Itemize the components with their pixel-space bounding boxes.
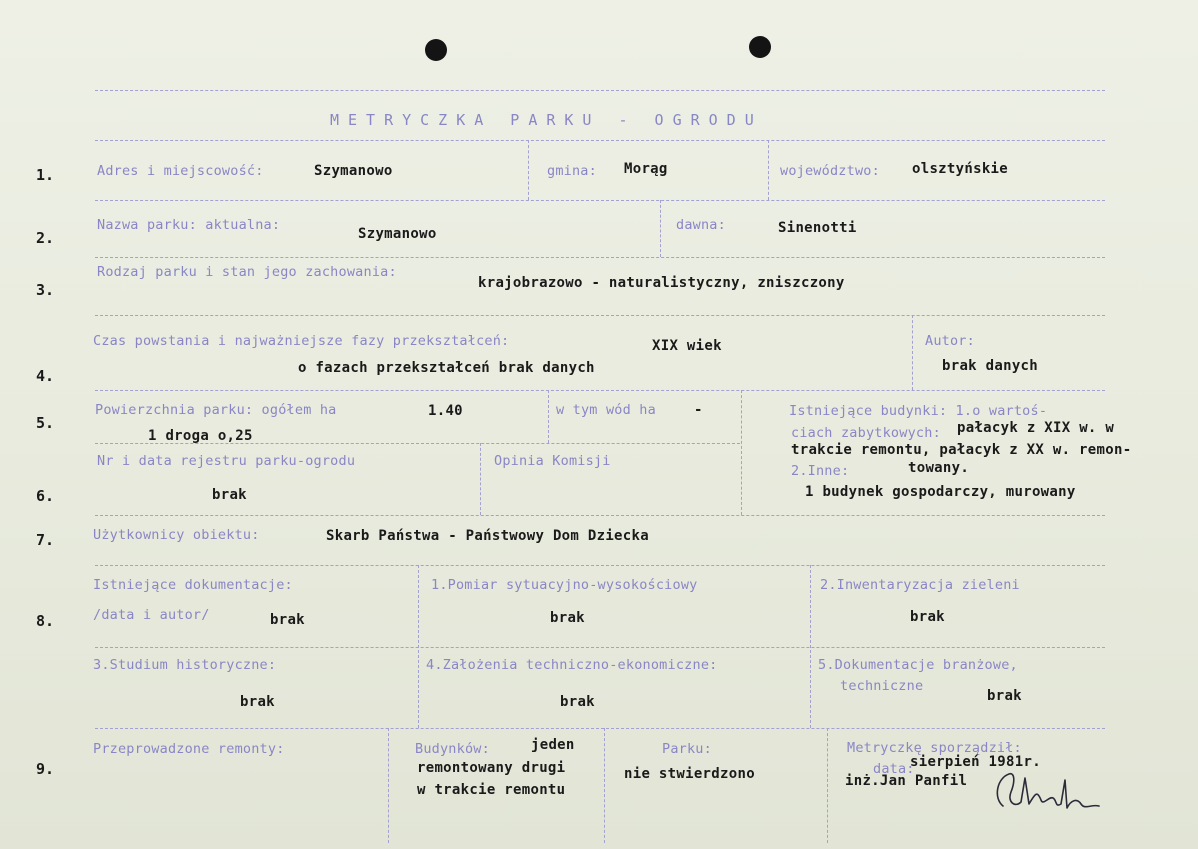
rule bbox=[95, 257, 1105, 258]
buildings-repairs-value-end: w trakcie remontu bbox=[417, 782, 566, 798]
buildings-value-end: towany. bbox=[908, 460, 970, 476]
park-type-label: Rodzaj parku i stan jego zachowania: bbox=[97, 264, 397, 280]
buildings-label: Istniejące budynki: 1.o wartoś- bbox=[789, 403, 1048, 419]
author-value: brak danych bbox=[942, 358, 1039, 374]
buildings-label-cont: ciach zabytkowych: bbox=[791, 425, 941, 441]
punch-hole-right bbox=[749, 36, 771, 58]
rule-v bbox=[810, 565, 811, 728]
rule bbox=[95, 647, 1105, 648]
survey-value: brak bbox=[550, 610, 585, 626]
preparer-name: inż.Jan Panfil bbox=[845, 773, 968, 789]
rule bbox=[95, 515, 1105, 516]
tech-label: 4.Założenia techniczno-ekonomiczne: bbox=[426, 657, 718, 673]
signature-image bbox=[985, 768, 1105, 813]
document-title: METRYCZKA PARKU - OGRODU bbox=[330, 111, 763, 129]
docs-value: brak bbox=[270, 612, 305, 628]
address-label: Adres i miejscowość: bbox=[97, 163, 264, 179]
other-buildings-label: 2.Inne: bbox=[791, 463, 850, 479]
rule bbox=[95, 728, 1105, 729]
gmina-label: gmina: bbox=[547, 163, 597, 179]
period-value: XIX wiek bbox=[652, 338, 722, 354]
docs-label-cont: /data i autor/ bbox=[93, 607, 210, 623]
buildings-repairs-value: jeden bbox=[531, 737, 575, 753]
buildings-repairs-label: Budynków: bbox=[415, 741, 490, 757]
tech-value: brak bbox=[560, 694, 595, 710]
row-number: 1. bbox=[36, 166, 55, 184]
gmina-value: Morąg bbox=[624, 161, 668, 177]
former-name-label: dawna: bbox=[676, 217, 726, 233]
row-number: 2. bbox=[36, 229, 55, 247]
row-number: 7. bbox=[36, 531, 55, 549]
rule-v bbox=[418, 565, 419, 728]
buildings-value: pałacyk z XIX w. w bbox=[957, 420, 1115, 436]
period-label: Czas powstania i najważniejsze fazy przekształceń: bbox=[93, 333, 510, 349]
rule-v bbox=[912, 315, 913, 390]
park-name-label: Nazwa parku: aktualna: bbox=[97, 217, 281, 233]
rule-v bbox=[388, 728, 389, 843]
water-value: - bbox=[694, 402, 703, 418]
date-value: sierpień 1981r. bbox=[910, 754, 1041, 770]
voivodeship-label: województwo: bbox=[780, 163, 880, 179]
roads-value: 1 droga o,25 bbox=[148, 428, 253, 444]
branch-docs-label: 5.Dokumentacje branżowe, bbox=[818, 657, 1018, 673]
rule-v bbox=[741, 390, 742, 515]
prepared-by-label: Metryczkę sporządził: bbox=[847, 740, 1022, 756]
rule-v bbox=[827, 728, 828, 843]
history-value: brak bbox=[240, 694, 275, 710]
commission-label: Opinia Komisji bbox=[494, 453, 611, 469]
rule-v bbox=[528, 140, 529, 200]
row-number: 8. bbox=[36, 612, 55, 630]
docs-label: Istniejące dokumentacje: bbox=[93, 577, 293, 593]
repairs-label: Przeprowadzone remonty: bbox=[93, 741, 285, 757]
rule bbox=[95, 390, 1105, 391]
voivodeship-value: olsztyńskie bbox=[912, 161, 1009, 177]
branch-docs-label-cont: techniczne bbox=[840, 678, 924, 694]
buildings-repairs-value-cont: remontowany drugi bbox=[417, 760, 566, 776]
survey-label: 1.Pomiar sytuacyjno-wysokościowy bbox=[431, 577, 698, 593]
water-label: w tym wód ha bbox=[556, 402, 656, 418]
users-value: Skarb Państwa - Państwowy Dom Dziecka bbox=[326, 528, 649, 544]
register-value: brak bbox=[212, 487, 247, 503]
address-value: Szymanowo bbox=[314, 163, 393, 179]
rule bbox=[95, 565, 1105, 566]
park-name-value: Szymanowo bbox=[358, 226, 437, 242]
park-type-value: krajobrazowo - naturalistyczny, zniszczony bbox=[478, 275, 845, 291]
rule-v bbox=[604, 728, 605, 843]
rule-v bbox=[660, 200, 661, 257]
buildings-value-cont: trakcie remontu, pałacyk z XX w. remon- bbox=[791, 442, 1132, 458]
author-label: Autor: bbox=[925, 333, 975, 349]
rule bbox=[95, 140, 1105, 141]
row-number: 3. bbox=[36, 281, 55, 299]
phases-value: o fazach przekształceń brak danych bbox=[298, 360, 595, 376]
branch-docs-value: brak bbox=[987, 688, 1022, 704]
area-label: Powierzchnia parku: ogółem ha bbox=[95, 402, 337, 418]
row-number: 9. bbox=[36, 760, 55, 778]
history-label: 3.Studium historyczne: bbox=[93, 657, 277, 673]
date-label: data: bbox=[873, 761, 915, 777]
park-repairs-label: Parku: bbox=[662, 741, 712, 757]
register-label: Nr i data rejestru parku-ogrodu bbox=[97, 453, 356, 469]
rule bbox=[95, 315, 1105, 316]
rule bbox=[95, 200, 1105, 201]
inventory-label: 2.Inwentaryzacja zieleni bbox=[820, 577, 1020, 593]
row-number: 4. bbox=[36, 367, 55, 385]
rule-v bbox=[768, 140, 769, 200]
row-number: 6. bbox=[36, 487, 55, 505]
other-buildings-value: 1 budynek gospodarczy, murowany bbox=[805, 484, 1076, 500]
inventory-value: brak bbox=[910, 609, 945, 625]
rule-v bbox=[480, 443, 481, 515]
area-value: 1.40 bbox=[428, 403, 463, 419]
former-name-value: Sinenotti bbox=[778, 220, 857, 236]
top-rule bbox=[95, 90, 1105, 91]
rule-v bbox=[548, 390, 549, 443]
row-number: 5. bbox=[36, 414, 55, 432]
punch-hole-left bbox=[425, 39, 447, 61]
park-repairs-value: nie stwierdzono bbox=[624, 766, 755, 782]
users-label: Użytkownicy obiektu: bbox=[93, 527, 260, 543]
